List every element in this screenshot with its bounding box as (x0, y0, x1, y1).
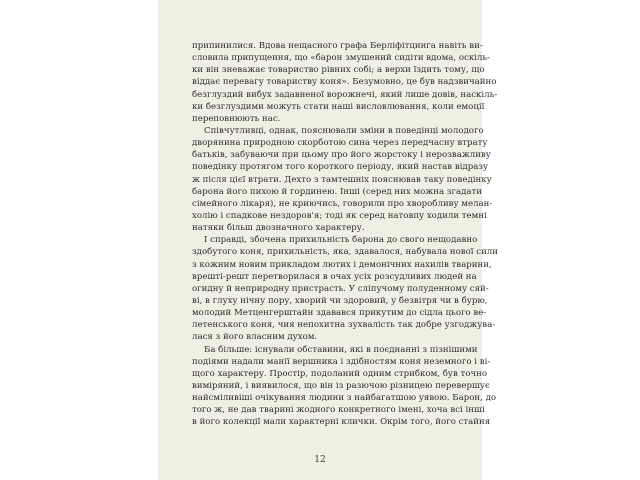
page-body-text (192, 40, 498, 429)
text-line: поведінку протягом того короткого періоду, який настав відразу (192, 162, 489, 173)
paragraph (192, 125, 493, 234)
text-line: Співчутливці, однак, пояснювали зміни в поведінці молодого (204, 125, 484, 136)
text-line: дворянина природною скорботою сина через передчасну втрату (192, 138, 488, 149)
text-line: найсміливіші очікування людини з найбагатшою уявою. Барон, до (192, 393, 497, 404)
text-line: подіями надали манії вершника і здібностям коня неземного і ві- (192, 356, 491, 367)
text-line: словила припущення, що «барон змушений сидіти вдома, оскіль- (192, 53, 491, 64)
paragraph (192, 234, 498, 343)
text-line: І справді, збочена прихильність барона до свого нещодавно (204, 235, 478, 246)
text-line: безглуздий вибух задавненої ворожнечі, який лише довів, наскіль- (192, 89, 498, 100)
text-line: батьків, забуваючи при цьому про його жорстоку і нерозважливу (192, 150, 491, 161)
text-line: ві, в глуху нічну пору, хворий чи здоровий, у безвітря чи в бурю, (192, 295, 488, 306)
text-line: припинилися. Вдова нещасного графа Берліфітцинга навіть ви- (192, 41, 483, 51)
text-line: в його колекції мали характерні клички. Окрім того, його стайня (192, 417, 491, 428)
text-line: холію і спадкове нездоров'я; тоді як серед натовпу ходили темні (192, 210, 487, 221)
paragraph (192, 344, 497, 429)
text-line: летенського коня, чия непохитна зухвалість так добре узгоджува- (192, 320, 496, 331)
text-line: барона його пихою й гординею. Інші (серед них можна згадати (192, 186, 483, 197)
text-line: переповнюють нас. (192, 113, 281, 124)
text-line: огидну й неприродну пристрасть. У сліпучому полуденному сяй- (192, 283, 489, 294)
page-number: 12 (314, 455, 326, 465)
text-line: щого характеру. Простір, подоланий одним стрибком, був точно (192, 368, 488, 379)
text-line: молодий Метценгерштайн здавався прикутим до сідла цього ве- (192, 308, 487, 319)
text-line: здобутого коня, прихильність, яка, здавалося, набувала нової сили (192, 247, 498, 258)
text-line: врешті-решт перетворилася в очах усіх розсудливих людей на (192, 271, 477, 282)
paragraph (192, 40, 498, 125)
text-line: віддає перевагу товариству коня». Безумовно, це був надзвичайно (192, 77, 497, 88)
text-line: виміряний, і виявилося, що він із разючою різницею перевершує (192, 380, 490, 391)
text-line: сімейного лікаря), не криючись, говорили про хворобливу мелан- (192, 198, 493, 209)
book-page (158, 0, 498, 480)
text-line: Ба більше: існували обставини, які в поєднанні з пізнішими (204, 344, 478, 355)
text-line: ки безглуздими можуть стати наші висловлювання, коли емоції (192, 101, 485, 112)
text-line: натяки більш двозначного характеру. (192, 223, 365, 234)
text-line: ж після цієї втрати. Дехто з тамтешніх пояснював таку поведінку (192, 174, 492, 185)
text-line: з кожним новим прикладом лютих і демонічних нахилів тварини, (192, 259, 492, 270)
text-line: того ж, не дав тварині жодного конкретного імені, хоча всі інші (192, 405, 485, 416)
text-line: ки він зневажає товариство рівних собі; а верхи їздить тому, що (192, 65, 485, 76)
text-line: лася з його власним духом. (192, 332, 318, 343)
